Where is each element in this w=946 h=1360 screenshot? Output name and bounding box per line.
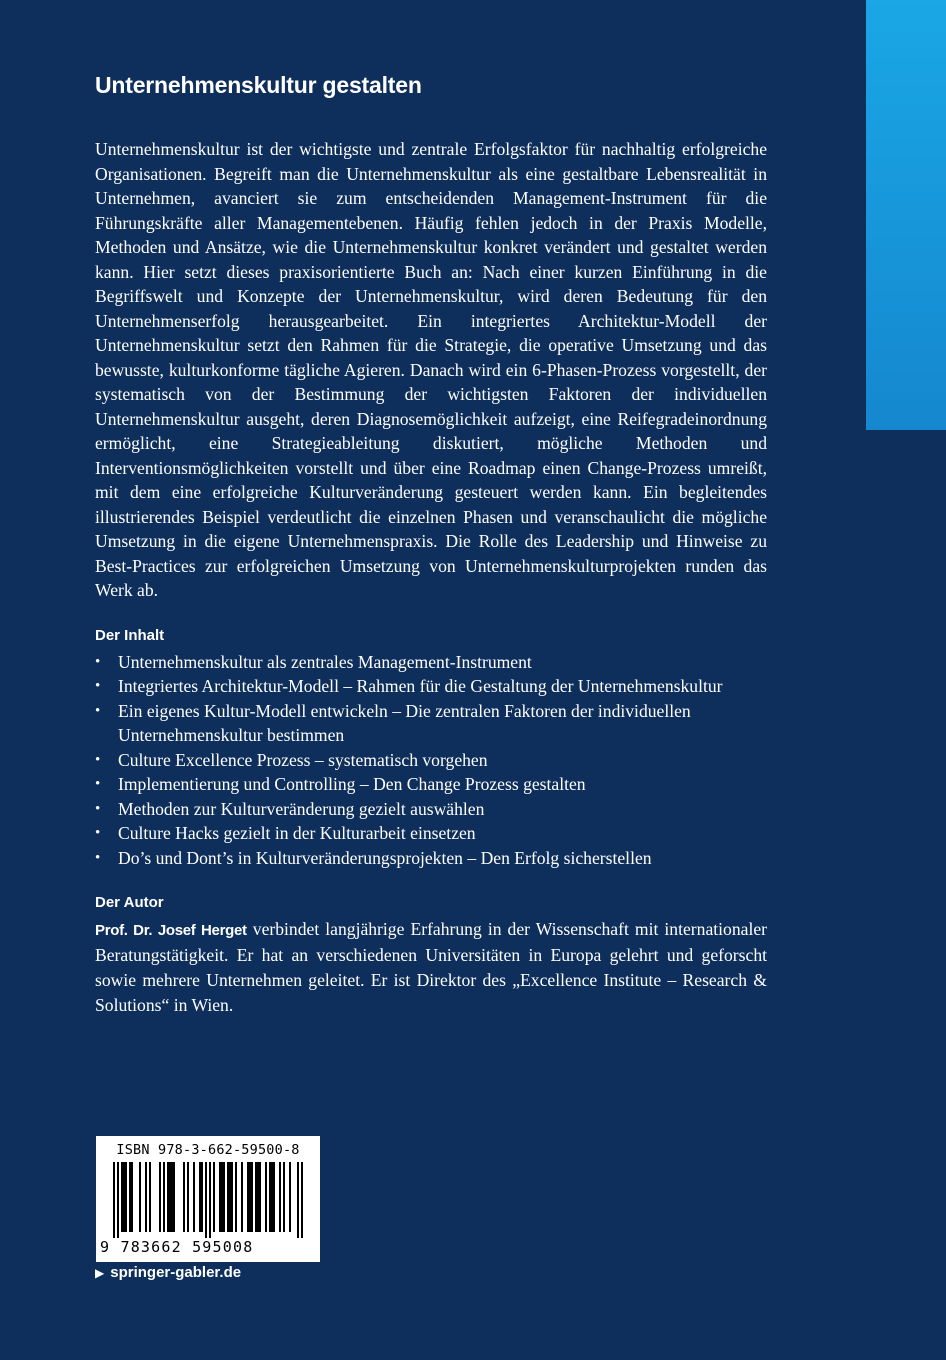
barcode-bar xyxy=(221,1162,223,1232)
barcode-bar xyxy=(235,1162,237,1232)
barcode-bar xyxy=(129,1162,131,1232)
barcode-bar xyxy=(159,1162,161,1232)
barcode-bar xyxy=(257,1162,259,1232)
barcode-bar xyxy=(171,1162,173,1232)
list-item: • Implementierung und Controlling – Den Change Prozess gestalten xyxy=(95,772,767,797)
barcode-bar xyxy=(301,1162,303,1238)
publisher-url: springer-gabler.de xyxy=(110,1264,242,1281)
barcode-bar xyxy=(139,1162,141,1232)
barcode-bar xyxy=(123,1162,125,1232)
barcode-bar xyxy=(149,1162,151,1232)
barcode-bar xyxy=(219,1162,221,1232)
isbn-label: ISBN 978-3-662-59500-8 xyxy=(116,1142,300,1158)
barcode-bar xyxy=(117,1162,119,1238)
barcode-bar xyxy=(205,1162,207,1238)
barcode-bar xyxy=(145,1162,147,1232)
barcode-bar xyxy=(227,1162,229,1232)
list-item: • Methoden zur Kulturveränderung gezielt auswählen xyxy=(95,797,767,822)
contents-heading: Der Inhalt xyxy=(95,626,165,644)
barcode-bar xyxy=(187,1162,189,1232)
publisher-link[interactable] xyxy=(95,1264,241,1281)
barcode-bar xyxy=(121,1162,123,1232)
book-title: Unternehmenskultur gestalten xyxy=(95,72,422,98)
barcode-icon xyxy=(106,1162,310,1238)
list-item: • Culture Hacks gezielt in der Kulturarbeit einsetzen xyxy=(95,821,767,846)
barcode-bar xyxy=(241,1162,243,1232)
barcode-box xyxy=(96,1136,320,1262)
barcode-bar xyxy=(209,1162,211,1238)
list-item: • Do’s und Dont’s in Kulturveränderungsprojekten – Den Erfolg sicherstellen xyxy=(95,846,767,871)
list-item: • Culture Excellence Prozess – systematisch vorgehen xyxy=(95,748,767,773)
barcode-bar xyxy=(231,1162,233,1232)
barcode-bar xyxy=(289,1162,291,1232)
list-item: • Integriertes Architektur-Modell – Rahmen für die Gestaltung der Unternehmenskultur xyxy=(95,674,767,699)
author-name: Prof. Dr. Josef Herget xyxy=(95,922,247,939)
barcode-bar xyxy=(247,1162,249,1232)
barcode-bar xyxy=(113,1162,115,1238)
barcode-bar xyxy=(125,1162,127,1232)
barcode-bar xyxy=(167,1162,169,1232)
back-cover-content xyxy=(95,72,767,1018)
barcode-bar xyxy=(259,1162,261,1232)
accent-bar xyxy=(866,0,946,430)
barcode-bar xyxy=(249,1162,251,1232)
barcode-bar xyxy=(297,1162,299,1238)
book-description: Unternehmenskultur ist der wichtigste und zentrale Erfolgsfaktor für nachhaltig erfolgreiche Organisationen. Begreift man die Unternehmenskultur als eine gestaltbare Lebensrealität in Unternehmen, avanciert sie zum entscheidenden Management-Instrument für die Führungskräfte aller Managementebenen. Häufig fehlen jedoch in der Praxis Modelle, Methoden und Ansätze, wie die Unternehmenskultur konkret verändert und gestaltet werden kann. Hier setzt dieses praxisorientierte Buch an: Nach einer kurzen Einführung in die Begriffswelt und Konzepte der Unternehmenskultur, wird deren Bedeutung für den Unternehmenserfolg herausgearbeitet. Ein integriertes Architektur-Modell der Unternehmenskultur setzt den Rahmen für die Strategie, die operative Umsetzung und das bewusste, kulturkonforme tägliche Agieren. Danach wird ein 6-Phasen-Prozess vorgestellt, der systematisch von der Bestimmung der wichtigsten Faktoren der individuellen Unternehmenskultur ausgeht, deren Diagnosemöglichkeit aufzeigt, eine Reifegradeinordnung ermöglicht, eine Strategieableitung diskutiert, mögliche Methoden und Interventionsmöglichkeiten vorstellt und über eine Roadmap einen Change-Prozess umreißt, mit dem eine erfolgreiche Kulturveränderung gesteuert werden kann. Ein begleitendes illustrierendes Beispiel verdeutlicht die einzelnen Phasen und veranschaulicht die mögliche Umsetzung in die eigene Unternehmenspraxis. Die Rolle des Leadership und Hinweise zu Best-Practices zur erfolgreichen Umsetzung von Unternehmenskulturprojekten runden das Werk ab. xyxy=(95,139,767,600)
author-bio-text: verbindet langjährige Erfahrung in der Wissenschaft mit internationaler Beratungstätigkeit. Er hat an verschiedenen Universitäten in Europa gelehrt und geforscht sowie mehrere Unternehmen geleitet. Er ist Direktor des „Excellence Institute – Research & Solutions“ in Wien. xyxy=(95,919,767,1015)
barcode-bar xyxy=(169,1162,171,1232)
barcode-bar xyxy=(199,1162,201,1232)
barcode-bar xyxy=(183,1162,185,1232)
barcode-digits: 9 783662 595008 xyxy=(100,1238,254,1256)
barcode-bar xyxy=(269,1162,271,1232)
barcode-bar xyxy=(283,1162,285,1232)
barcode-bar xyxy=(271,1162,273,1232)
contents-list xyxy=(95,650,767,871)
barcode-bar xyxy=(131,1162,133,1232)
list-item: • Unternehmenskultur als zentrales Management-Instrument xyxy=(95,650,767,675)
barcode-bar xyxy=(193,1162,195,1232)
barcode-bar xyxy=(251,1162,253,1232)
author-heading: Der Autor xyxy=(95,894,164,911)
author-bio xyxy=(95,917,767,1018)
triangle-right-icon: ▶ xyxy=(95,1265,105,1280)
barcode-bar xyxy=(201,1162,203,1232)
barcode-bar xyxy=(273,1162,275,1232)
barcode-bar xyxy=(163,1162,165,1232)
barcode-bar xyxy=(255,1162,257,1232)
barcode-bar xyxy=(265,1162,267,1232)
barcode-bar xyxy=(223,1162,225,1232)
list-item: • Ein eigenes Kultur-Modell entwickeln – Die zentralen Faktoren der individuellen Unternehmenskultur bestimmen xyxy=(95,699,767,748)
barcode-bar xyxy=(279,1162,281,1232)
barcode-bar xyxy=(229,1162,231,1232)
barcode-bar xyxy=(173,1162,175,1232)
barcode-bar xyxy=(213,1162,215,1232)
